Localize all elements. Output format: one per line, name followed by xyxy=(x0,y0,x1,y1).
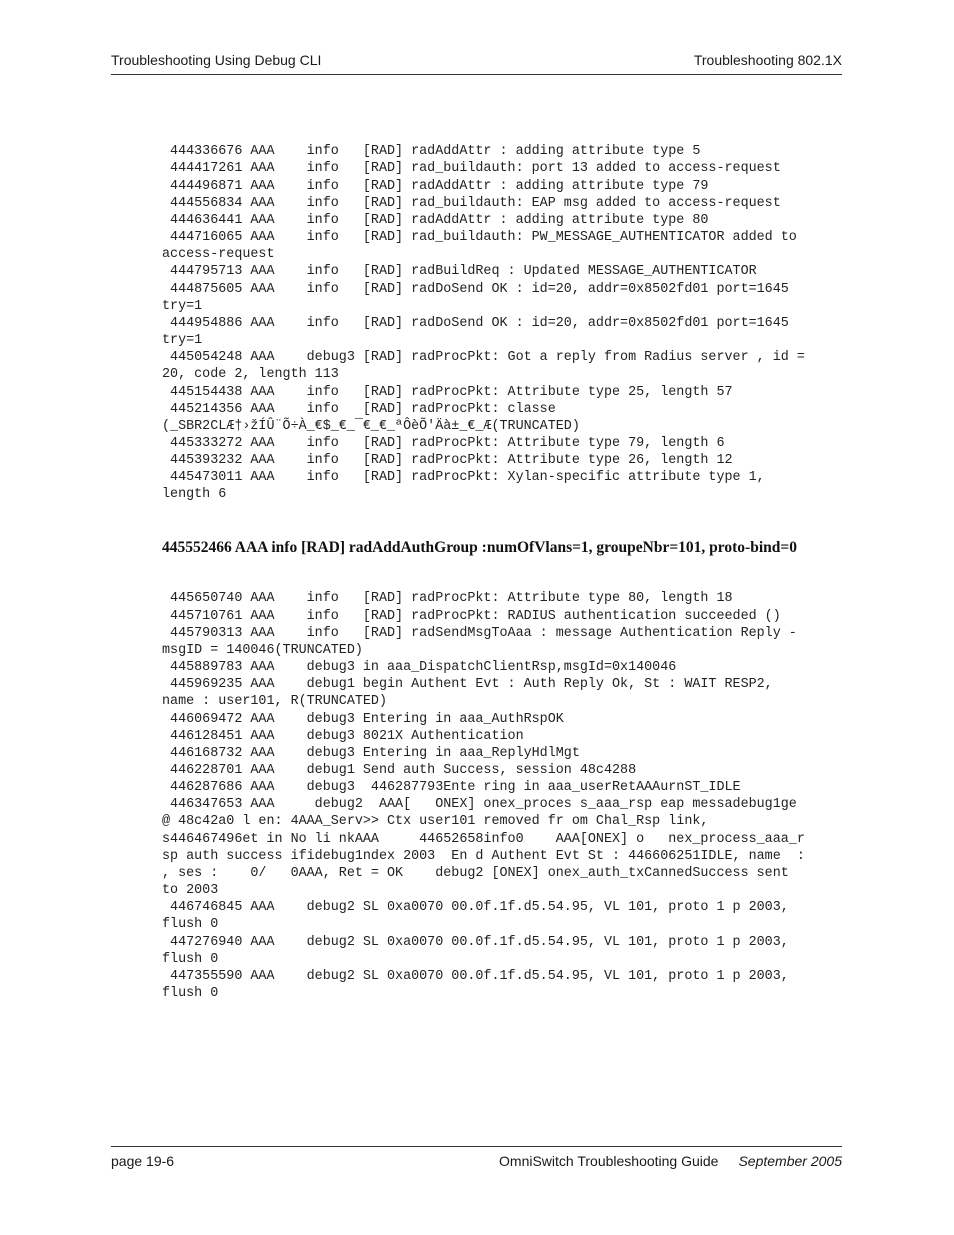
log-line: try=1 xyxy=(162,298,203,314)
log-line: 446287686 AAA debug3 446287793Ente ring in aaa_userRetAAAurnST_IDLE xyxy=(162,780,741,796)
log-line: 444417261 AAA info [RAD] rad_buildauth: port 13 added to access-request xyxy=(162,161,781,177)
page-header xyxy=(111,50,842,75)
log-line: 445790313 AAA info [RAD] radSendMsgToAaa : message Authentication Reply - xyxy=(162,625,797,641)
log-line-highlighted: 445552466 AAA info [RAD] radAddAuthGroup :numOfVlans=1, groupeNbr=101, proto-bind=0 xyxy=(162,538,797,556)
log-line: 445969235 AAA debug1 begin Authent Evt : Auth Reply Ok, St : WAIT RESP2, xyxy=(162,677,773,693)
log-line: flush 0 xyxy=(162,951,219,967)
log-line: 444875605 AAA info [RAD] radDoSend OK : id=20, addr=0x8502fd01 port=1645 xyxy=(162,281,789,297)
log-line: 444636441 AAA info [RAD] radAddAttr : adding attribute type 80 xyxy=(162,212,709,228)
publication-date: September 2005 xyxy=(738,1153,842,1169)
log-line: 444795713 AAA info [RAD] radBuildReq : Updated MESSAGE_AUTHENTICATOR xyxy=(162,264,757,280)
log-line: 445214356 AAA info [RAD] radProcPkt: classe xyxy=(162,401,556,417)
log-line: name : user101, R(TRUNCATED) xyxy=(162,694,387,710)
log-line: 446228701 AAA debug1 Send auth Success, session 48c4288 xyxy=(162,762,637,778)
log-line: msgID = 140046(TRUNCATED) xyxy=(162,642,363,658)
log-line: try=1 xyxy=(162,333,203,349)
log-line: @ 48c42a0 l en: 4AAA_Serv>> Ctx user101 removed fr om Chal_Rsp link, xyxy=(162,814,709,830)
log-line: 446128451 AAA debug3 8021X Authentication xyxy=(162,728,524,744)
log-line: access-request xyxy=(162,247,275,263)
guide-title: OmniSwitch Troubleshooting Guide xyxy=(499,1153,719,1169)
log-line: 447355590 AAA debug2 SL 0xa0070 00.0f.1f.d5.54.95, VL 101, proto 1 p 2003, xyxy=(162,968,789,984)
log-block-before xyxy=(162,143,842,503)
footer-right xyxy=(499,1153,842,1169)
header-section-title: Troubleshooting Using Debug CLI xyxy=(111,52,322,68)
log-line: , ses : 0/ 0AAA, Ret = OK debug2 [ONEX] onex_auth_txCannedSuccess sent xyxy=(162,865,789,881)
log-line: 445154438 AAA info [RAD] radProcPkt: Attribute type 25, length 57 xyxy=(162,384,733,400)
log-line: 446347653 AAA debug2 AAA[ ONEX] onex_proces s_aaa_rsp eap messadebug1ge xyxy=(162,797,797,813)
log-line: 444336676 AAA info [RAD] radAddAttr : adding attribute type 5 xyxy=(162,144,701,160)
header-chapter-title: Troubleshooting 802.1X xyxy=(693,52,842,68)
log-line: to 2003 xyxy=(162,883,219,899)
log-line: 445889783 AAA debug3 in aaa_DispatchClientRsp,msgId=0x140046 xyxy=(162,660,677,676)
page-footer xyxy=(111,1146,842,1169)
log-line: 446746845 AAA debug2 SL 0xa0070 00.0f.1f.d5.54.95, VL 101, proto 1 p 2003, xyxy=(162,900,789,916)
log-line: 445054248 AAA debug3 [RAD] radProcPkt: Got a reply from Radius server , id = xyxy=(162,350,805,366)
log-line: 444716065 AAA info [RAD] rad_buildauth: PW_MESSAGE_AUTHENTICATOR added to xyxy=(162,230,797,246)
debug-log xyxy=(162,109,842,1019)
log-line: 445473011 AAA info [RAD] radProcPkt: Xylan-specific attribute type 1, xyxy=(162,470,765,486)
log-line: (_SBR2CLÆ†›žÍÛ¨Õ÷À_€$_€_¯€_€_ªÔèÕ'Äà±_€_Æ(TRUNCATED) xyxy=(162,418,580,434)
log-line: 444556834 AAA info [RAD] rad_buildauth: EAP msg added to access-request xyxy=(162,195,781,211)
log-block-after xyxy=(162,590,842,1002)
log-line: length 6 xyxy=(162,487,227,503)
log-line: 445393232 AAA info [RAD] radProcPkt: Attribute type 26, length 12 xyxy=(162,453,733,469)
log-line: 20, code 2, length 113 xyxy=(162,367,339,383)
log-line: 446069472 AAA debug3 Entering in aaa_AuthRspOK xyxy=(162,711,564,727)
log-line: sp auth success ifidebug1ndex 2003 En d Authent Evt St : 446606251IDLE, name : xyxy=(162,848,805,864)
log-line: 445650740 AAA info [RAD] radProcPkt: Attribute type 80, length 18 xyxy=(162,591,733,607)
log-line: flush 0 xyxy=(162,986,219,1002)
log-line: 446168732 AAA debug3 Entering in aaa_ReplyHdlMgt xyxy=(162,745,580,761)
log-line: 447276940 AAA debug2 SL 0xa0070 00.0f.1f.d5.54.95, VL 101, proto 1 p 2003, xyxy=(162,934,789,950)
log-line: 445710761 AAA info [RAD] radProcPkt: RADIUS authentication succeeded () xyxy=(162,608,781,624)
log-line: s446467496et in No li nkAAA 44652658info0 AAA[ONEX] o nex_process_aaa_r xyxy=(162,831,805,847)
log-line: 445333272 AAA info [RAD] radProcPkt: Attribute type 79, length 6 xyxy=(162,435,725,451)
log-line: 444954886 AAA info [RAD] radDoSend OK : id=20, addr=0x8502fd01 port=1645 xyxy=(162,315,789,331)
log-line: flush 0 xyxy=(162,917,219,933)
log-line: 444496871 AAA info [RAD] radAddAttr : adding attribute type 79 xyxy=(162,178,709,194)
page-number: page 19-6 xyxy=(111,1153,175,1169)
